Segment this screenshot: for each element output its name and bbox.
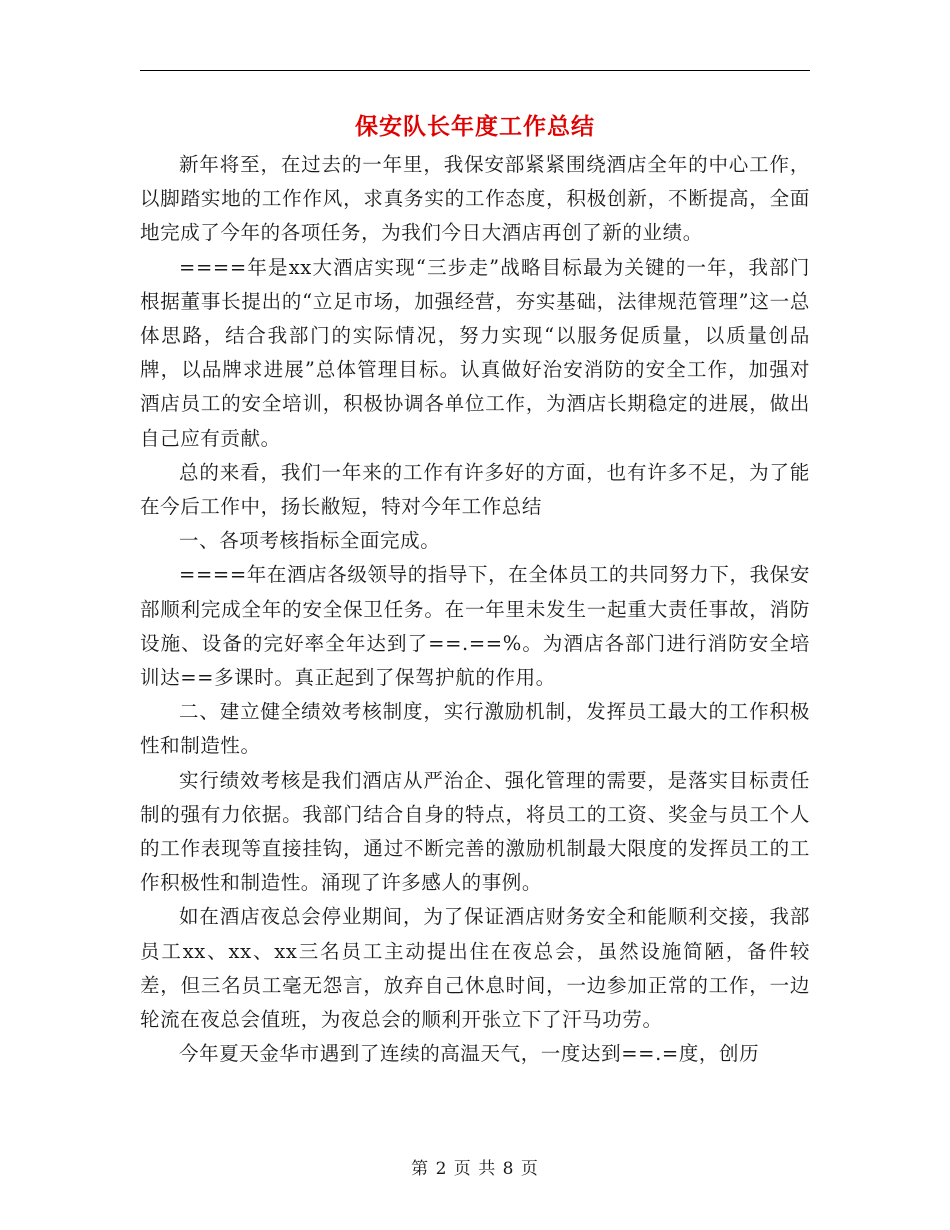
header-rule — [140, 70, 810, 71]
paragraph: 总的来看，我们一年来的工作有许多好的方面，也有许多不足，为了能在今后工作中，扬长敝短，特对今年工作总结 — [140, 460, 810, 519]
paragraph: 今年夏天金华市遇到了连续的高温天气，一度达到==.=度，创历 — [179, 1042, 760, 1066]
paragraph: ====年在酒店各级领导的指导下，在全体员工的共同努力下，我保安部顺利完成全年的安全保卫任务。在一年里未发生一起重大责任事故，消防设施、设备的完好率全年达到了==.==%。为酒店各部门进行消防安全培训达==多课时。真正起到了保驾护航的作用。 — [140, 563, 810, 690]
paragraph: 实行绩效考核是我们酒店从严治企、强化管理的需要，是落实目标责任制的强有力依据。我部门结合自身的特点，将员工的工资、奖金与员工个人的工作表现等直接挂钩，通过不断完善的激励机制最大限度的发挥员工的工作积极性和制造性。涌现了许多感人的事例。 — [140, 768, 810, 895]
paragraph: 新年将至，在过去的一年里，我保安部紧紧围绕酒店全年的中心工作，以脚踏实地的工作作风，求真务实的工作态度，积极创新，不断提高，全面地完成了今年的各项任务，为我们今日大酒店再创了新的业绩。 — [140, 153, 810, 245]
section-heading: 一、各项考核指标全面完成。 — [179, 529, 441, 553]
paragraph: ====年是xx大酒店实现“三步走”战略目标最为关键的一年，我部门根据董事长提出的“立足市场，加强经营，夯实基础，法律规范管理”这一总体思路，结合我部门的实际情况，努力实现“以服务促质量，以质量创品牌，以品牌求进展”总体管理目标。认真做好治安消防的安全工作，加强对酒店员工的安全培训，积极协调各单位工作，为酒店长期稳定的进展，做出自己应有贡献。 — [140, 255, 810, 450]
document-title: 保安队长年度工作总结 — [355, 113, 595, 140]
page-number: 第 2 页 共 8 页 — [411, 1159, 539, 1179]
paragraph: 如在酒店夜总会停业期间，为了保证酒店财务安全和能顺利交接，我部员工xx、xx、xx三名员工主动提出住在夜总会，虽然设施简陋，备件较差，但三名员工毫无怨言，放弃自己休息时间，一边参加正常的工作，一边轮流在夜总会值班，为夜总会的顺利开张立下了汗马功劳。 — [140, 905, 810, 1032]
document-body — [140, 148, 810, 1071]
section-heading: 二、建立健全绩效考核制度，实行激励机制，发挥员工最大的工作积极性和制造性。 — [140, 700, 810, 758]
